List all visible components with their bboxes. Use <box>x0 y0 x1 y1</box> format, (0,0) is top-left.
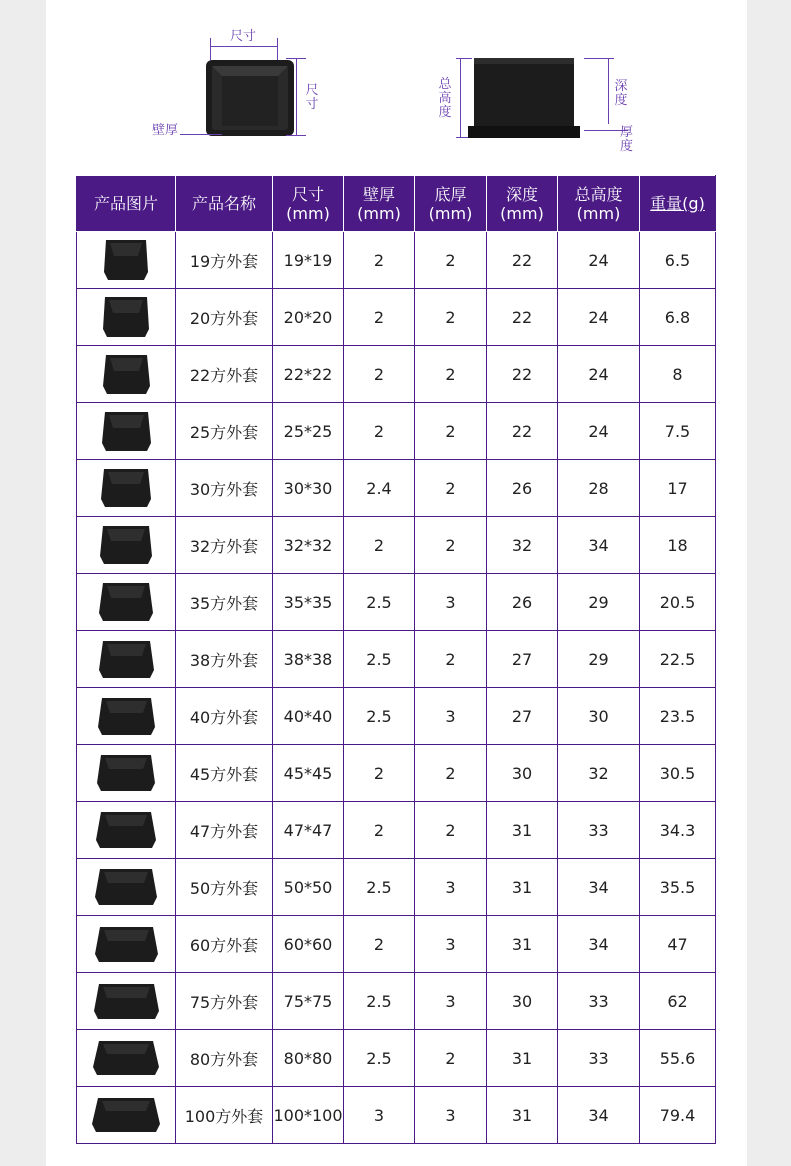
spec-weight: 62 <box>640 973 716 1030</box>
spec-depth: 26 <box>487 460 558 517</box>
spec-height: 33 <box>558 973 640 1030</box>
top-view-product-image <box>204 58 300 138</box>
spec-weight: 34.3 <box>640 802 716 859</box>
product-thumbnail <box>98 524 154 566</box>
table-row <box>77 688 716 745</box>
spec-bottom: 2 <box>415 1030 487 1087</box>
column-header <box>176 176 273 232</box>
dimension-line <box>286 135 306 136</box>
table-row <box>77 916 716 973</box>
size-top-label: 尺寸 <box>230 29 257 44</box>
spec-bottom: 2 <box>415 289 487 346</box>
dimension-line <box>286 58 306 59</box>
spec-bottom: 2 <box>415 460 487 517</box>
spec-size: 47*47 <box>273 802 344 859</box>
column-header-label: 壁厚 <box>362 184 395 204</box>
product-image-cell <box>77 232 176 289</box>
spec-wall: 2 <box>344 745 415 802</box>
spec-weight: 47 <box>640 916 716 973</box>
table-body <box>77 232 716 1144</box>
spec-height: 24 <box>558 232 640 289</box>
depth-label: 深度 <box>614 79 628 108</box>
product-image-cell <box>77 1087 176 1144</box>
column-header-unit: (mm) <box>428 203 473 223</box>
spec-size: 22*22 <box>273 346 344 403</box>
spec-wall: 2 <box>344 802 415 859</box>
column-header-label: 深度 <box>505 184 538 204</box>
dimension-line <box>296 58 297 136</box>
table-row <box>77 802 716 859</box>
spec-bottom: 3 <box>415 1087 487 1144</box>
spec-bottom: 2 <box>415 346 487 403</box>
column-header-label: 产品名称 <box>191 194 256 213</box>
product-image-cell <box>77 802 176 859</box>
product-name: 30方外套 <box>176 460 273 517</box>
spec-wall: 2 <box>344 346 415 403</box>
product-name: 50方外套 <box>176 859 273 916</box>
product-thumbnail <box>96 696 157 737</box>
spec-wall: 2.5 <box>344 631 415 688</box>
spec-size: 19*19 <box>273 232 344 289</box>
product-image-cell <box>77 745 176 802</box>
spec-size: 20*20 <box>273 289 344 346</box>
product-image-cell <box>77 403 176 460</box>
column-header-label: 尺寸 <box>291 184 324 204</box>
spec-weight: 18 <box>640 517 716 574</box>
spec-size: 50*50 <box>273 859 344 916</box>
product-image-cell <box>77 916 176 973</box>
spec-bottom: 2 <box>415 403 487 460</box>
spec-size: 60*60 <box>273 916 344 973</box>
spec-height: 34 <box>558 916 640 973</box>
dimension-line <box>210 46 278 47</box>
spec-wall: 2 <box>344 403 415 460</box>
spec-size: 35*35 <box>273 574 344 631</box>
dimension-line <box>277 38 278 60</box>
spec-bottom: 3 <box>415 916 487 973</box>
spec-height: 28 <box>558 460 640 517</box>
spec-weight: 55.6 <box>640 1030 716 1087</box>
spec-wall: 2 <box>344 232 415 289</box>
table-row <box>77 289 716 346</box>
spec-sheet <box>46 0 747 1166</box>
spec-size: 25*25 <box>273 403 344 460</box>
spec-weight: 30.5 <box>640 745 716 802</box>
column-header-label: 总高度 <box>574 184 623 204</box>
product-name: 38方外套 <box>176 631 273 688</box>
product-name: 100方外套 <box>176 1087 273 1144</box>
table-row <box>77 1087 716 1144</box>
spec-depth: 31 <box>487 859 558 916</box>
spec-depth: 31 <box>487 802 558 859</box>
table-row <box>77 403 716 460</box>
spec-bottom: 2 <box>415 517 487 574</box>
column-header-unit: (mm) <box>286 203 330 223</box>
spec-weight: 17 <box>640 460 716 517</box>
product-image-cell <box>77 859 176 916</box>
spec-height: 29 <box>558 574 640 631</box>
product-image-cell <box>77 688 176 745</box>
product-image-cell <box>77 574 176 631</box>
spec-bottom: 2 <box>415 232 487 289</box>
product-thumbnail <box>97 639 156 680</box>
product-image-cell <box>77 346 176 403</box>
product-image-cell <box>77 1030 176 1087</box>
spec-weight: 8 <box>640 346 716 403</box>
spec-wall: 2.4 <box>344 460 415 517</box>
dimension-line <box>584 58 614 59</box>
spec-height: 32 <box>558 745 640 802</box>
table-row <box>77 973 716 1030</box>
spec-depth: 22 <box>487 403 558 460</box>
column-header <box>487 176 558 232</box>
spec-size: 45*45 <box>273 745 344 802</box>
spec-bottom: 2 <box>415 745 487 802</box>
spec-weight: 79.4 <box>640 1087 716 1144</box>
spec-wall: 2.5 <box>344 973 415 1030</box>
total-height-label: 总高度 <box>438 77 452 120</box>
product-name: 40方外套 <box>176 688 273 745</box>
column-header-unit: (mm) <box>500 203 544 223</box>
product-name: 35方外套 <box>176 574 273 631</box>
spec-weight: 20.5 <box>640 574 716 631</box>
product-thumbnail <box>90 1096 162 1134</box>
column-header <box>273 176 344 232</box>
dimension-line <box>180 134 222 135</box>
spec-size: 100*100 <box>273 1087 344 1144</box>
product-name: 75方外套 <box>176 973 273 1030</box>
spec-height: 34 <box>558 859 640 916</box>
column-header-label: 底厚 <box>434 184 467 204</box>
spec-weight: 6.8 <box>640 289 716 346</box>
column-header <box>415 176 487 232</box>
spec-weight: 6.5 <box>640 232 716 289</box>
table-row <box>77 232 716 289</box>
product-name: 32方外套 <box>176 517 273 574</box>
spec-wall: 2.5 <box>344 1030 415 1087</box>
product-thumbnail <box>101 353 152 396</box>
spec-bottom: 2 <box>415 631 487 688</box>
spec-wall: 2.5 <box>344 859 415 916</box>
spec-depth: 31 <box>487 1087 558 1144</box>
column-header <box>558 176 640 232</box>
column-header-label: 重量(g) <box>650 194 705 213</box>
column-header-unit: (mm) <box>357 203 401 223</box>
spec-depth: 32 <box>487 517 558 574</box>
product-image-cell <box>77 460 176 517</box>
thickness-label: 厚度 <box>620 125 634 154</box>
spec-weight: 22.5 <box>640 631 716 688</box>
product-name: 80方外套 <box>176 1030 273 1087</box>
spec-size: 38*38 <box>273 631 344 688</box>
product-name: 25方外套 <box>176 403 273 460</box>
spec-height: 33 <box>558 802 640 859</box>
product-thumbnail <box>93 925 160 964</box>
spec-weight: 23.5 <box>640 688 716 745</box>
product-image-cell <box>77 289 176 346</box>
product-name: 47方外套 <box>176 802 273 859</box>
product-image-cell <box>77 631 176 688</box>
spec-depth: 27 <box>487 631 558 688</box>
dimension-line <box>210 38 211 60</box>
spec-height: 34 <box>558 1087 640 1144</box>
spec-size: 30*30 <box>273 460 344 517</box>
product-image-cell <box>77 973 176 1030</box>
side-view-diagram <box>434 50 644 154</box>
column-header <box>640 176 716 232</box>
product-name: 60方外套 <box>176 916 273 973</box>
spec-depth: 30 <box>487 745 558 802</box>
spec-weight: 35.5 <box>640 859 716 916</box>
dimension-line <box>608 58 609 124</box>
spec-wall: 3 <box>344 1087 415 1144</box>
product-thumbnail <box>95 753 157 793</box>
column-header-unit: (mm) <box>576 203 621 223</box>
spec-bottom: 3 <box>415 973 487 1030</box>
table-row <box>77 346 716 403</box>
wall-label: 壁厚 <box>152 123 179 138</box>
size-right-label: 尺寸 <box>305 83 319 112</box>
table-row <box>77 631 716 688</box>
spec-wall: 2.5 <box>344 574 415 631</box>
product-thumbnail <box>94 810 158 850</box>
spec-table <box>76 175 716 1144</box>
column-header <box>77 176 176 232</box>
table-row <box>77 460 716 517</box>
product-thumbnail <box>100 410 153 453</box>
spec-size: 75*75 <box>273 973 344 1030</box>
spec-height: 30 <box>558 688 640 745</box>
table-row <box>77 859 716 916</box>
table-header-row <box>77 176 716 232</box>
spec-bottom: 3 <box>415 859 487 916</box>
column-header <box>344 176 415 232</box>
spec-size: 32*32 <box>273 517 344 574</box>
spec-height: 29 <box>558 631 640 688</box>
spec-depth: 30 <box>487 973 558 1030</box>
spec-depth: 22 <box>487 232 558 289</box>
table-row <box>77 517 716 574</box>
spec-height: 24 <box>558 346 640 403</box>
table-row <box>77 574 716 631</box>
table-row <box>77 745 716 802</box>
side-view-product-image <box>466 56 616 140</box>
product-thumbnail <box>91 1039 161 1077</box>
product-name: 19方外套 <box>176 232 273 289</box>
spec-size: 80*80 <box>273 1030 344 1087</box>
dimension-line <box>460 58 461 138</box>
spec-wall: 2.5 <box>344 688 415 745</box>
spec-depth: 22 <box>487 346 558 403</box>
product-thumbnail <box>92 982 161 1021</box>
spec-size: 40*40 <box>273 688 344 745</box>
spec-height: 24 <box>558 403 640 460</box>
product-image-cell <box>77 517 176 574</box>
spec-height: 33 <box>558 1030 640 1087</box>
spec-wall: 2 <box>344 517 415 574</box>
spec-height: 34 <box>558 517 640 574</box>
spec-bottom: 3 <box>415 574 487 631</box>
table-row <box>77 1030 716 1087</box>
spec-height: 24 <box>558 289 640 346</box>
spec-depth: 31 <box>487 916 558 973</box>
product-thumbnail <box>97 581 155 623</box>
product-thumbnail <box>101 295 151 339</box>
product-thumbnail <box>93 867 159 907</box>
product-thumbnail <box>102 238 150 282</box>
column-header-label: 产品图片 <box>93 194 158 213</box>
spec-depth: 26 <box>487 574 558 631</box>
spec-bottom: 3 <box>415 688 487 745</box>
product-name: 45方外套 <box>176 745 273 802</box>
spec-depth: 31 <box>487 1030 558 1087</box>
product-thumbnail <box>99 467 153 509</box>
spec-wall: 2 <box>344 289 415 346</box>
spec-depth: 27 <box>487 688 558 745</box>
spec-bottom: 2 <box>415 802 487 859</box>
product-name: 22方外套 <box>176 346 273 403</box>
top-view-diagram <box>146 22 326 147</box>
spec-wall: 2 <box>344 916 415 973</box>
spec-depth: 22 <box>487 289 558 346</box>
product-name: 20方外套 <box>176 289 273 346</box>
spec-weight: 7.5 <box>640 403 716 460</box>
